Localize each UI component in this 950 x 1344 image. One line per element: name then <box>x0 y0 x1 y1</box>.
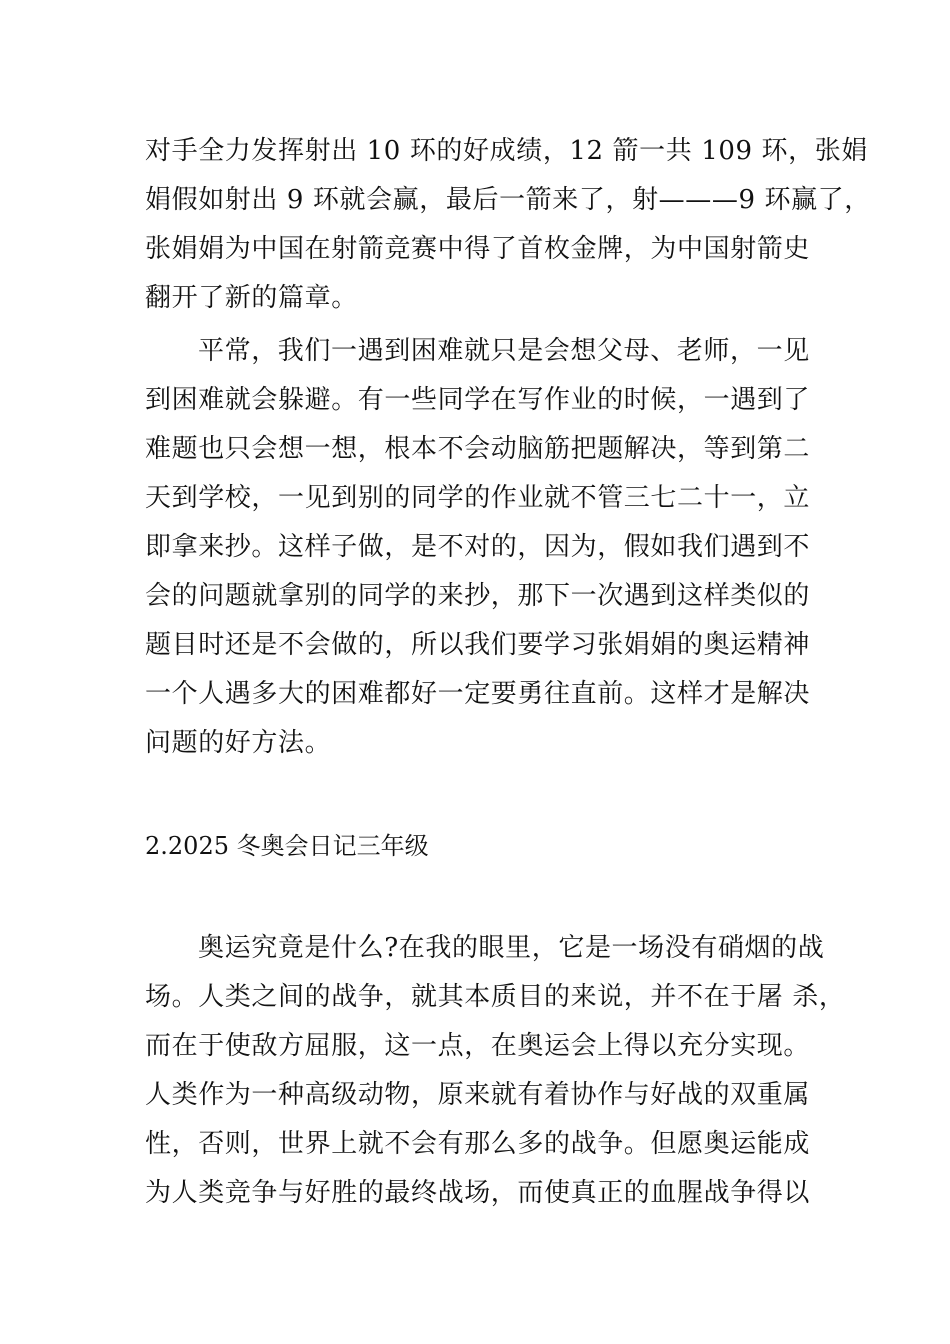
p3-line-2: 场。人类之间的战争，就其本质目的来说，并不在于屠 杀， <box>145 982 846 1012</box>
p2-line-6: 会的问题就拿别的同学的来抄，那下一次遇到这样类似的 <box>145 581 811 611</box>
p3-line-4: 人类作为一种高级动物，原来就有着协作与好战的双重属 <box>145 1080 811 1110</box>
p1-line-2: 娟假如射出 9 环就会赢，最后一箭来了，射———9 环赢了， <box>145 185 871 215</box>
p2-line-7: 题目时还是不会做的，所以我们要学习张娟娟的奥运精神 <box>145 630 811 660</box>
p2-line-3: 难题也只会想一想，根本不会动脑筋把题解决，等到第二 <box>145 434 811 464</box>
p3-line-5: 性，否则，世界上就不会有那么多的战争。但愿奥运能成 <box>145 1129 811 1159</box>
section-heading: 2.2025 冬奥会日记三年级 <box>145 832 429 860</box>
p1-line-1: 对手全力发挥射出 10 环的好成绩，12 箭一共 109 环，张娟 <box>145 136 868 166</box>
p2-line-9: 问题的好方法。 <box>145 728 332 758</box>
p2-line-1: 平常，我们一遇到困难就只是会想父母、老师，一见 <box>198 336 810 366</box>
p3-line-3: 而在于使敌方屈服，这一点，在奥运会上得以充分实现。 <box>145 1031 811 1061</box>
p1-line-4: 翻开了新的篇章。 <box>145 283 358 313</box>
p3-line-1: 奥运究竟是什么?在我的眼里，它是一场没有硝烟的战 <box>198 933 825 963</box>
p2-line-8: 一个人遇多大的困难都好一定要勇往直前。这样才是解决 <box>145 679 811 709</box>
p2-line-5: 即拿来抄。这样子做，是不对的，因为，假如我们遇到不 <box>145 532 811 562</box>
p3-line-6: 为人类竞争与好胜的最终战场，而使真正的血腥战争得以 <box>145 1178 811 1208</box>
p1-line-3: 张娟娟为中国在射箭竞赛中得了首枚金牌，为中国射箭史 <box>145 234 811 264</box>
p2-line-2: 到困难就会躲避。有一些同学在写作业的时候，一遇到了 <box>145 385 811 415</box>
p2-line-4: 天到学校，一见到别的同学的作业就不管三七二十一，立 <box>145 483 811 513</box>
